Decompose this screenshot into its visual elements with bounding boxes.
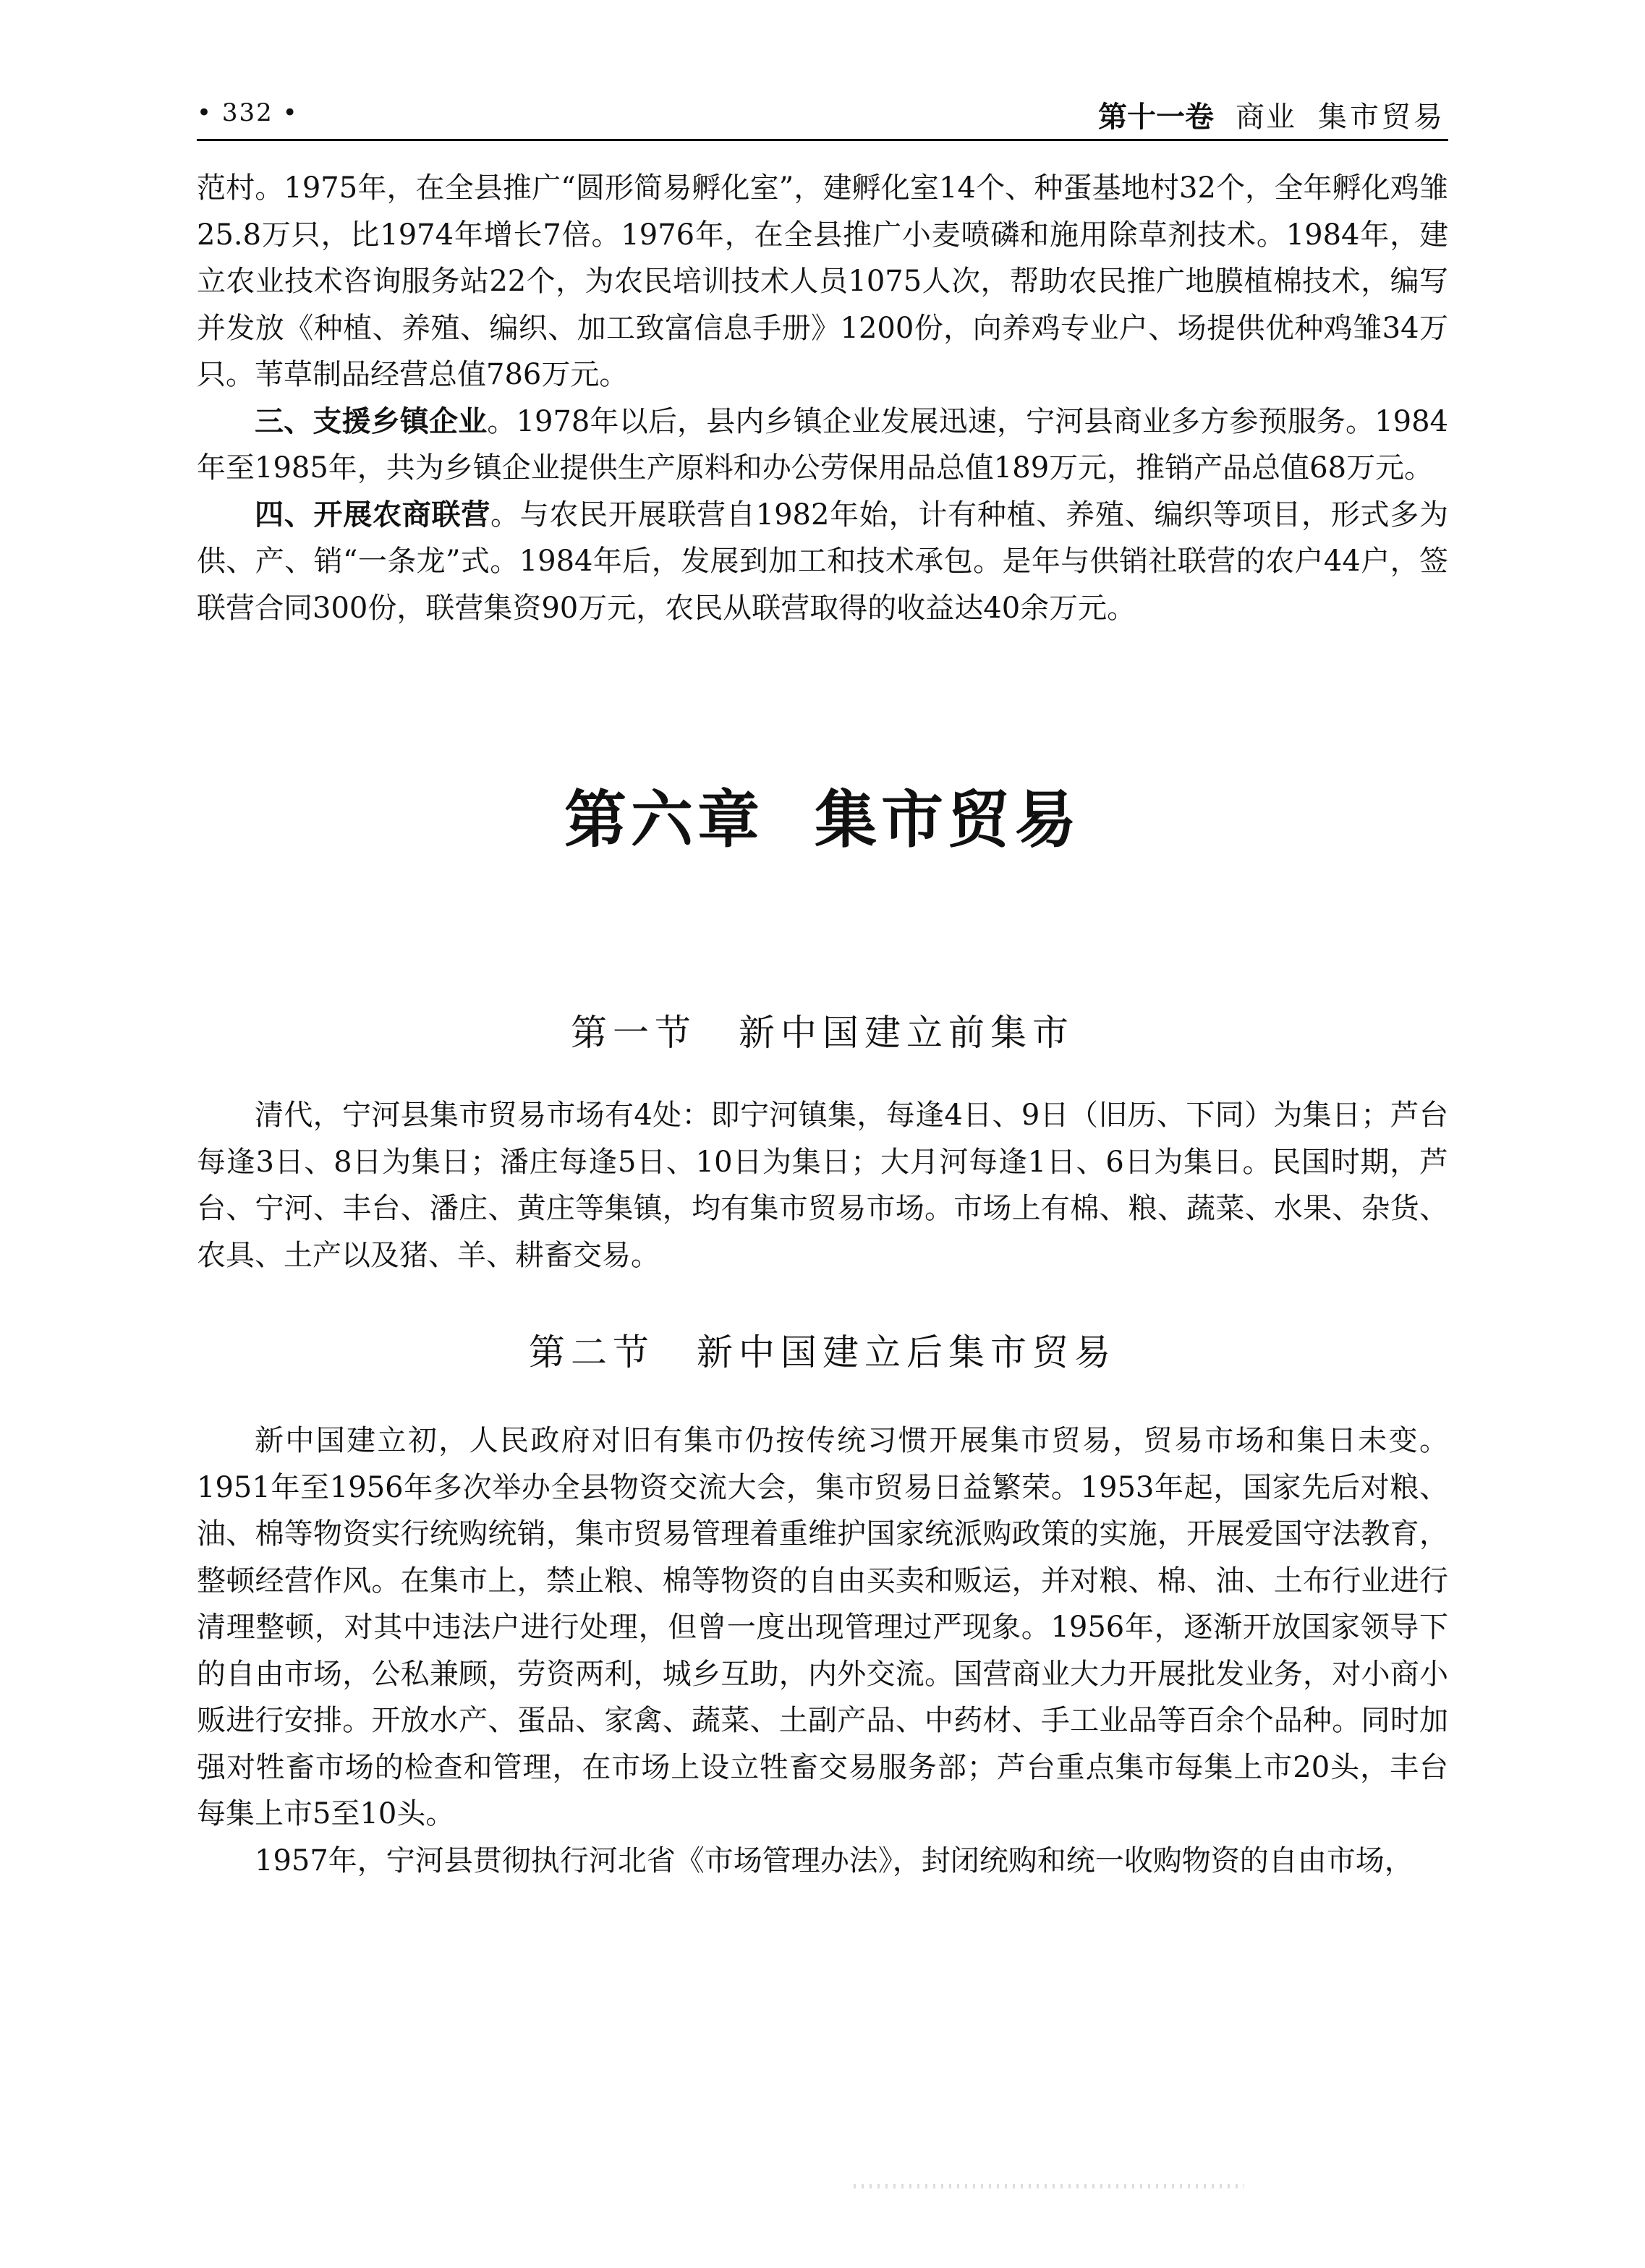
section-1-number: 第一节 bbox=[571, 1012, 697, 1054]
chapter-title bbox=[0, 770, 1645, 859]
section-2-name: 新中国建立后集市贸易 bbox=[697, 1331, 1116, 1373]
section-1-text bbox=[197, 1092, 1448, 1279]
section-2-paragraph-2: 1957年，宁河县贯彻执行河北省《市场管理办法》，封闭统购和统一收购物资的自由市场， bbox=[255, 1843, 1414, 1877]
intro-paragraph-3-body: 。与农民开展联营自1982年始，计有种植、养殖、编织等项目，形式多为供、产、销“一条龙”式。1984年后，发展到加工和技术承包。是年与供销社联营的农户44户，签联营合同300份，联营集资90万元，农民从联营取得的收益达40余万元。 bbox=[197, 498, 1448, 625]
intro-paragraph-2-lead: 三、支援乡镇企业 bbox=[255, 404, 488, 438]
section-1-name: 新中国建立前集市 bbox=[739, 1012, 1074, 1054]
running-head bbox=[1098, 94, 1445, 135]
section-2-title bbox=[0, 1323, 1645, 1376]
chapter-number: 第六章 bbox=[564, 784, 764, 856]
page-header bbox=[197, 93, 1448, 141]
intro-paragraph-2-body: 。1978年以后，县内乡镇企业发展迅速，宁河县商业多方参预服务。1984年至1985年，共为乡镇企业提供生产原料和办公劳保用品总值189万元，推销产品总值68万元。 bbox=[197, 404, 1449, 485]
section-1-title bbox=[0, 1004, 1645, 1056]
scan-artifact bbox=[854, 2184, 1244, 2188]
page-number: • 332 • bbox=[197, 98, 299, 127]
intro-paragraph-3 bbox=[197, 492, 1448, 632]
intro-paragraph-1: 范村。1975年，在全县推广“圆形简易孵化室”，建孵化室14个、种蛋基地村32个，全年孵化鸡雏25.8万只，比1974年增长7倍。1976年，在全县推广小麦喷磷和施用除草剂技术。1984年，建立农业技术咨询服务站22个，为农民培训技术人员1075人次，帮助农民推广地膜植棉技术，编写并发放《种植、养殖、编织、加工致富信息手册》1200份，向养鸡专业户、场提供优种鸡雏34万只。苇草制品经营总值786万元。 bbox=[197, 171, 1448, 391]
intro-text bbox=[197, 165, 1448, 631]
section-2-paragraph-1: 新中国建立初，人民政府对旧有集市仍按传统习惯开展集市贸易，贸易市场和集日未变。1951年至1956年多次举办全县物资交流大会，集市贸易日益繁荣。1953年起，国家先后对粮、油、棉等物资实行统购统销，集市贸易管理着重维护国家统派购政策的实施，开展爱国守法教育，整顿经营作风。在集市上，禁止粮、棉等物资的自由买卖和贩运，并对粮、棉、油、土布行业进行清理整顿，对其中违法户进行处理，但曾一度出现管理过严现象。1956年，逐渐开放国家领导下的自由市场，公私兼顾，劳资两利，城乡互助，内外交流。国营商业大力开展批发业务，对小商小贩进行安排。开放水产、蛋品、家禽、蔬菜、土副产品、中药材、手工业品等百余个品种。同时加强对牲畜市场的检查和管理，在市场上设立牲畜交易服务部；芦台重点集市每集上市20头，丰台每集上市5至10头。 bbox=[197, 1424, 1448, 1830]
section-1-paragraph-1: 清代，宁河县集市贸易市场有4处：即宁河镇集，每逢4日、9日（旧历、下同）为集日；芦台每逢3日、8日为集日；潘庄每逢5日、10日为集日；大月河每逢1日、6日为集日。民国时期，芦台、宁河、丰台、潘庄、黄庄等集镇，均有集市贸易市场。市场上有棉、粮、蔬菜、水果、杂货、农具、土产以及猪、羊、耕畜交易。 bbox=[197, 1099, 1448, 1272]
running-head-category: 商业 bbox=[1236, 101, 1296, 134]
section-2-text bbox=[197, 1418, 1448, 1884]
running-head-volume: 第十一卷 bbox=[1098, 101, 1214, 134]
running-head-section: 集市贸易 bbox=[1318, 101, 1445, 134]
section-2-number: 第二节 bbox=[529, 1331, 655, 1373]
intro-paragraph-2 bbox=[197, 398, 1448, 492]
chapter-name: 集市贸易 bbox=[815, 784, 1081, 856]
intro-paragraph-3-lead: 四、开展农商联营 bbox=[255, 498, 490, 532]
